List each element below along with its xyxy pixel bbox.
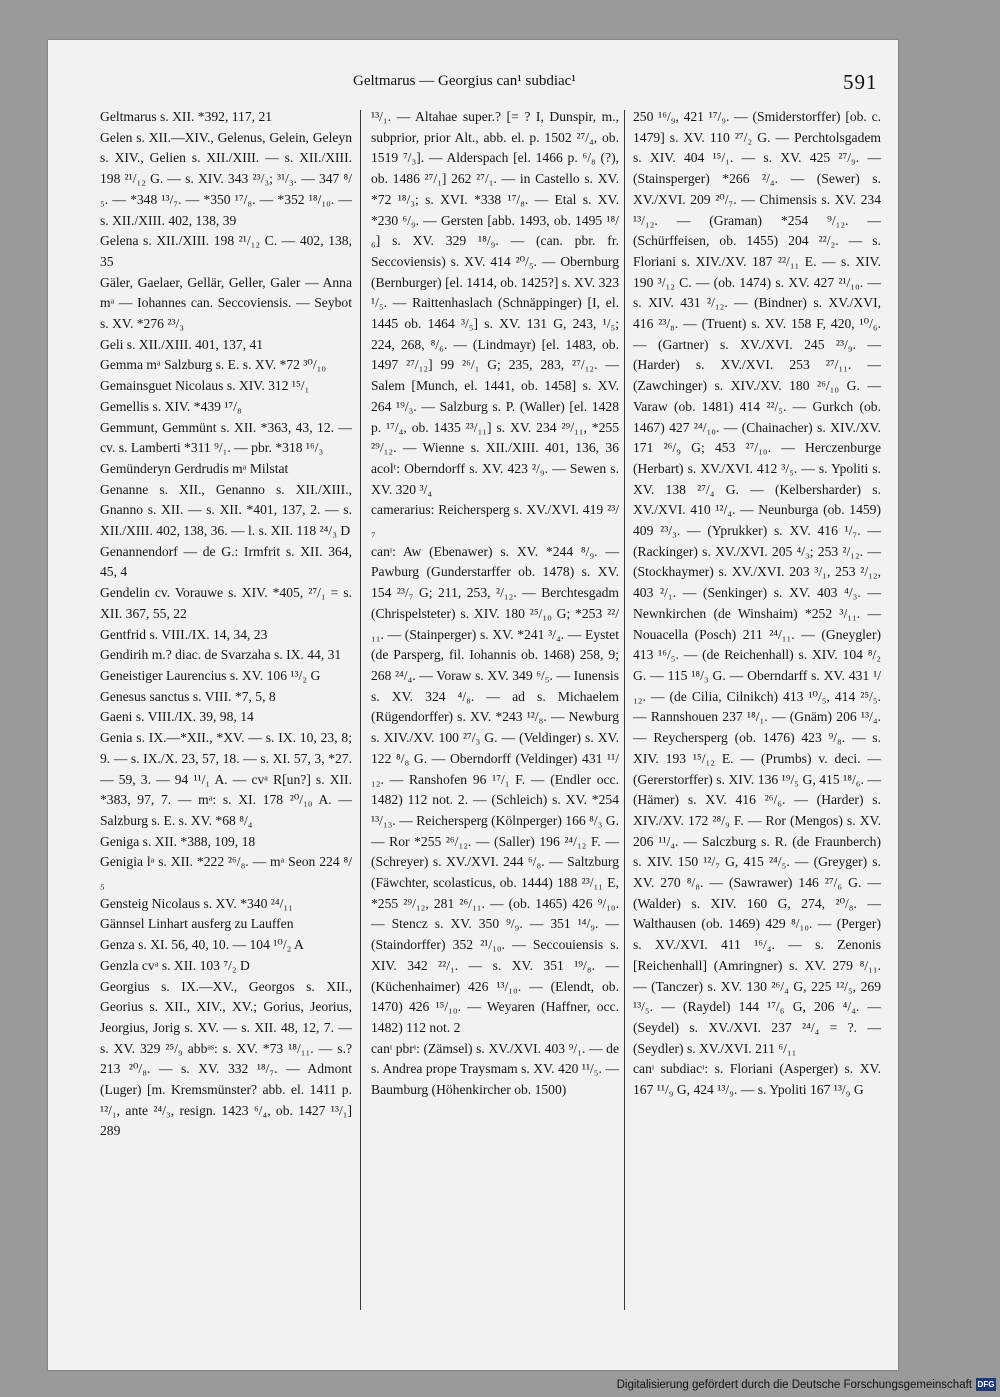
entry: Gaeni s. VIII./IX. 39, 98, 14 (100, 709, 254, 725)
entry: Gemainsguet Nicolaus s. XIV. 312 ¹⁵/₁ (100, 378, 310, 394)
entry: Genza s. XI. 56, 40, 10. — 104 ¹⁰/₂ A (100, 937, 304, 953)
entry: Gemünderyn Gerdrudis mᵃ Milstat (100, 460, 289, 476)
entry: Geneistiger Laurencius s. XV. 106 ¹³/₂ G (100, 667, 321, 683)
entry: Gensteig Nicolaus s. XV. *340 ²⁴/₁₁ (100, 895, 293, 911)
entry: Genia s. IX.—*XII., *XV. — s. IX. 10, 23, 8; 9. — s. IX./X. 23, 57, 18. — s. XI. 57, 3, *27. — 59, 3. — 94 ¹¹/₁ A. — cvᵃ R[un?] s. XII. *383, 97, 7. — mᵃ: s. XI. 178 ²⁰/₁₀ A. — Salzburg s. E. s. XV. *68 ⁸/₄ (100, 730, 352, 828)
entry: 250 ¹⁶/₉, 421 ¹⁷/₉. — (Smiderstorffer) [ob. c. 1479] s. XV. 110 ²⁷/₂ G. — Perchtolsgadem s. XIV. 404 ¹⁵/₁. — s. XV. 425 ²⁷/₉. — (Stainsperger) *266 ²/₄. — (Sewer) s. XV./XVI. 209 ²⁰/₇. — Chimensis s. XV. 234 ¹³/₁₂. — (Graman) *254 ⁹/₁₂. — (Schürffeisen, ob. 1455) 204 ²²/₂. — s. Floriani s. XIV./XV. 187 ²²/₁₁ E. — s. XIV. 190 ³/₁₂ C. — (ob. 1474) s. XV. 427 ²¹/₁₀. — s. XIV. 431 ²/₁₂. — (Bindner) s. XV./XVI, 416 ²³/₈. — (Truent) s. XV. 158 F, 420, ¹⁰/₆. — (Gartner) s. XV./XVI. 245 ²³/₉. — (Harder) s. XV./XVI. 253 ²⁷/₁₁. — (Zawchinger) s. XIV./XV. 180 ²⁶/₁₀ G. — Varaw (ob. 1481) 414 ²²/₅. — Gurkch (ob. 1467) 427 ²⁴/₁₀. — (Chainacher) s. XIV./XV. 171 ²⁶/₉ G; 453 ²⁷/₁₀. — Herczenburge (Herbart) s. XV./XVI. 412 ³/₅. — s. Ypoliti s. XV. 138 ²⁷/₄ G. — (Kelbersharder) s. XV./XVI. 410 ¹²/₄. — Neunburga (ob. 1459) 409 ²³/₃. — (Yprukker) s. XV. 416 ¹/₇. — (Rackinger) s. XV./XVI. 205 ⁴/₃; 253 ²/₁₂. — (Stockhaymer) s. XV./XVI. 203 ³/₁, 253 ²/₁₂, 403 ²/₁. — (Senkinger) s. XV. 403 ⁴/₃. — Newnkirchen (de Winshaim) *252 ³/₁₁. — Nouacella (Posch) 211 ²⁴/₁₁. — (Gneygler) 413 ¹⁶/₅. — (de Reichenhall) s. XIV. 104 ⁸/₂ G. — 115 ¹⁸/₃ G. — Oberndarff s. XV. 431 ¹/₁₂. — (de Cilia, Cilnikch) 413 ¹⁰/₅, 414 ²⁵/₅. — Rannshouen 237 ¹⁸/₁. — (Gnäm) 206 ¹³/₄. — Reychersperg (ob. 1476) 423 ⁹/₈. — s. XIV. 193 ¹⁵/₁₂ E. — (Prumbs) v. deci. — (Gererstorffer) s. XIV. 136 ¹⁹/₅ G, 415 ¹⁸/₆. — (Hämer) s. XV. 416 ²⁶/₆. — (Harder) s. XIV./XV. 172 ²⁸/₉ F. — Ror (Mengos) s. XV. 206 ¹¹/₄. — Salczburg s. R. (de Fraunberch) s. XIV. 150 ¹²/₇ G, 415 ²⁴/₅. — (Greyger) s. XV. 270 ⁸/₈. — (Sawrawer) 146 ²⁷/₆ G. — (Walder) s. XIV. 160 G, 274, ²⁰/₈. — Walthausen (ob. 1469) 429 ⁸/₁₀. — (Perger) s. XV./XVI. 411 ¹⁶/₄. — s. Zenonis [Reichenhall] (Amringner) s. XV. 279 ⁸/₁₁. — (Tanczer) s. XV. 130 ²⁶/₄ G, 225 ¹²/₅, 269 ¹³/₅. — (Raydel) 144 ¹⁷/₆ G, 206 ⁴/₄. — (Seydel) s. XV./XVI. 237 ²⁴/₄ = ?. — (Seydler) s. XV./XVI. 211 ⁶/₁₁ (633, 109, 881, 1056)
entry: Gentfrid s. VIII./IX. 14, 34, 23 (100, 626, 268, 642)
funding-credit: Digitalisierung gefördert durch die Deutsche Forschungsgemeinschaft (616, 1379, 972, 1391)
entry: Gendirih m.? diac. de Svarzaha s. IX. 44, 31 (100, 647, 342, 663)
entry: Gelen s. XII.—XIV., Gelenus, Gelein, Geleyn s. XIV., Gelien s. XII./XIII. — s. XII./XIII. 198 ²¹/₁₂ G. — s. XIV. 343 ²³/₃; ³¹/₃. — 347 ⁸/₅. — *348 ¹³/₇. — *350 ¹⁷/₈. — *352 ¹⁸/₁₀. — s. XII./XIII. 402, 138, 39 (100, 129, 352, 228)
dfg-logo-icon: DFG (977, 1380, 995, 1389)
entry: canᶦ: Aw (Ebenawer) s. XV. *244 ⁸/₉. — Pawburg (Gunderstarffer ob. 1478) s. XV. 154 ²³/₇ G; 211, 253, ²/₁₂. — Berchtesgadm (Chrispelsteter) s. XIV. 180 ²⁵/₁₀ G; *253 ²²/₁₁. — (Stainperger) s. XV. *241 ³/₄. — Eystet (de Parsperg, fil. Iohannis ob. 1468) 258, 9; 268 ²⁴/₄. — Voraw s. XV. 349 ⁶/₅. — Iunensis s. XV. 324 ⁴/₈. — ad s. Michaelem (Rügendorffer) s. XV. *243 ¹²/₈. — Newburg s. XIV./XV. 100 ²⁷/₃ G. — (Veldinger) s. XV. 122 ⁸/₈ G. — Oberndorff (Veldinger) 431 ¹¹/₁₂. — Ranshofen 96 ¹⁷/₁ F. — (Endler occ. 1482) 112 not. 2. — (Schleich) s. XV. *254 ¹³/₁₃. — Reichersperg (Kölnperger) 166 ⁸/₃ G. — Ror *255 ²⁶/₁₂. — (Saller) 196 ²⁴/₁₂ F. — (Schreyer) s. XV./XVI. 244 ⁶/₈. — Saltzburg (Fäwchter, scolasticus, ob. 1444) 188 ²³/₁₁ E, *255 ²⁹/₁₂, 281 ²⁶/₁₁. — (ob. 1465) 426 ⁹/₁₀. — Stencz s. XV. 350 ⁹/₉. — 351 ¹⁴/₉. — (Staindorffer) 352 ²¹/₁₀. — Seccouiensis s. XIV. 342 ²²/₁. — s. XV. 351 ¹⁹/₈. — (Küchenhaimer) 426 ¹³/₁₀. — (Elendt, ob. 1470) 426 ¹⁵/₁₀. — Weyaren (Haffner, occ. 1482) 112 not. 2 (371, 543, 619, 1035)
entry: camerarius: Reichersperg s. XV./XVI. 419 ²³/₇ (371, 502, 619, 539)
text-column-2 (371, 107, 619, 1101)
entry: Genannendorf — de G.: Irmfrit s. XII. 364, 45, 4 (100, 543, 352, 580)
column-divider (360, 110, 361, 1310)
entry: Gemma mᵃ Salzburg s. E. s. XV. *72 ³⁰/₁₀ (100, 357, 327, 373)
entry: canᶦ pbrᶦ: (Zämsel) s. XV./XVI. 403 ⁹/₁. — de s. Andrea prope Traysmam s. XV. 420 ¹¹/₅. — Baumburg (Höhenkircher ob. 1500) (371, 1040, 619, 1098)
text-column-1 (100, 107, 352, 1142)
entry: Gelena s. XII./XIII. 198 ²¹/₁₂ C. — 402, 138, 35 (100, 233, 352, 269)
entry: Gännsel Linhart ausferg zu Lauffen (100, 916, 294, 932)
entry: Gäler, Gaelaer, Gellär, Geller, Galer — Anna mᵃ — Iohannes can. Seccoviensis. — Seybot s. XV. *276 ²³/₃ (100, 274, 352, 332)
entry: Genesus sanctus s. VIII. *7, 5, 8 (100, 688, 276, 704)
entry: Genigia lᵃ s. XII. *222 ²⁶/₈. — mᵃ Seon 224 ⁸/₅ (100, 854, 352, 891)
page-number: 591 (843, 70, 878, 94)
entry: Genanne s. XII., Genanno s. XII./XIII., Gnanno s. XII. — s. XII. *401, 137, 2. — s. XII./XIII. 402, 138, 36. — l. s. XII. 118 ²⁴/₃ D (100, 481, 352, 539)
entry: Genzla cvᵃ s. XII. 103 ⁷/₂ D (100, 957, 250, 973)
entry: Gemmunt, Gemmünt s. XII. *363, 43, 12. — cv. s. Lamberti *311 ⁹/₁. — pbr. *318 ¹⁶/₃ (100, 419, 352, 456)
entry: ¹³/₁. — Altahae super.? [= ? I, Dunspir, m., subprior, prior Alt., abb. el. p. 1502 ²⁷/₄, ob. 1519 ⁷/₃]. — Alderspach [el. 1466 p. ⁶/₈ (?), ob. 1486 ²⁷/₁] 262 ²⁷/₁. — in Castello s. XV. *72 ¹⁸/₃; s. XVI. *338 ¹⁷/₈. — Etal s. XV. *230 ⁶/₉. — Gersten [abb. 1493, ob. 1495 ¹⁸/₆] s. XV. 329 ¹⁸/₉. — (can. pbr. fr. Seccoviensis) s. XV. 414 ²⁰/₅. — Obernburg (Bernburger) [el. 1414, ob. 1425?] s. XV. 323 ¹/₅. — Raittenhaslach (Schnäppinger) [I, el. 1445 ob. 1464 ³/₅] s. XV. 131 G, 243, ¹/₅; 224, 268, ⁸/₆. — (Lindmayr) [el. 1483, ob. 1497 ²⁷/₁₂] 99 ²⁶/₁ G; 235, 283, ²⁷/₁₂. — Salem [Munch, el. 1441, ob. 1458] s. XV. 264 ¹⁹/₃. — Salzburg s. P. (Waller) [el. 1428 p. ¹⁷/₄, ob. 1435 ²³/₁₁] s. XV. 234 ²⁹/₁₁, *255 ²⁹/₁₂. — Wienne s. XII./XIII. 401, 136, 36 acolᵗ: Oberndorff s. XV. 423 ²/₉. — Sewen s. XV. 320 ³/₄ (371, 109, 619, 497)
entry: Geltmarus s. XII. *392, 117, 21 (100, 109, 273, 124)
column-divider (624, 110, 625, 1310)
running-header: Geltmarus — Georgius can¹ subdiac¹ (353, 73, 576, 89)
entry: Geli s. XII./XIII. 401, 137, 41 (100, 336, 264, 352)
entry: Geniga s. XII. *388, 109, 18 (100, 833, 256, 849)
text-column-3 (633, 107, 881, 1101)
register-page (48, 40, 898, 1370)
entry: canᶦ subdiacᶦ: s. Floriani (Asperger) s. XV. 167 ¹¹/₉ G, 424 ¹³/₉. — s. Ypoliti 167 ¹³/₉ G (633, 1061, 881, 1098)
entry: Georgius s. IX.—XV., Georgos s. XII., Georius s. XII., XIV., XV.; Gorius, Jeorius, Jeorgius, Jorig s. XV. — s. XII. 48, 12, 7. — s. XV. 329 ²⁵/₉ abbᵃˢ: s. XV. *73 ¹⁸/₁₁. — s.? 213 ²⁰/₈. — s. XV. 332 ¹⁸/₇. — Admont (Luger) [m. Kremsmünster? abb. el. 1411 p. ¹²/₁, ante ²⁴/₃, resign. 1423 ⁶/₄, ob. 1427 ¹³/₁] 289 (100, 978, 352, 1139)
entry: Gendelin cv. Vorauwe s. XIV. *405, ²⁷/₁ = s. XII. 367, 55, 22 (100, 585, 352, 621)
entry: Gemellis s. XIV. *439 ¹⁷/₈ (100, 398, 242, 414)
